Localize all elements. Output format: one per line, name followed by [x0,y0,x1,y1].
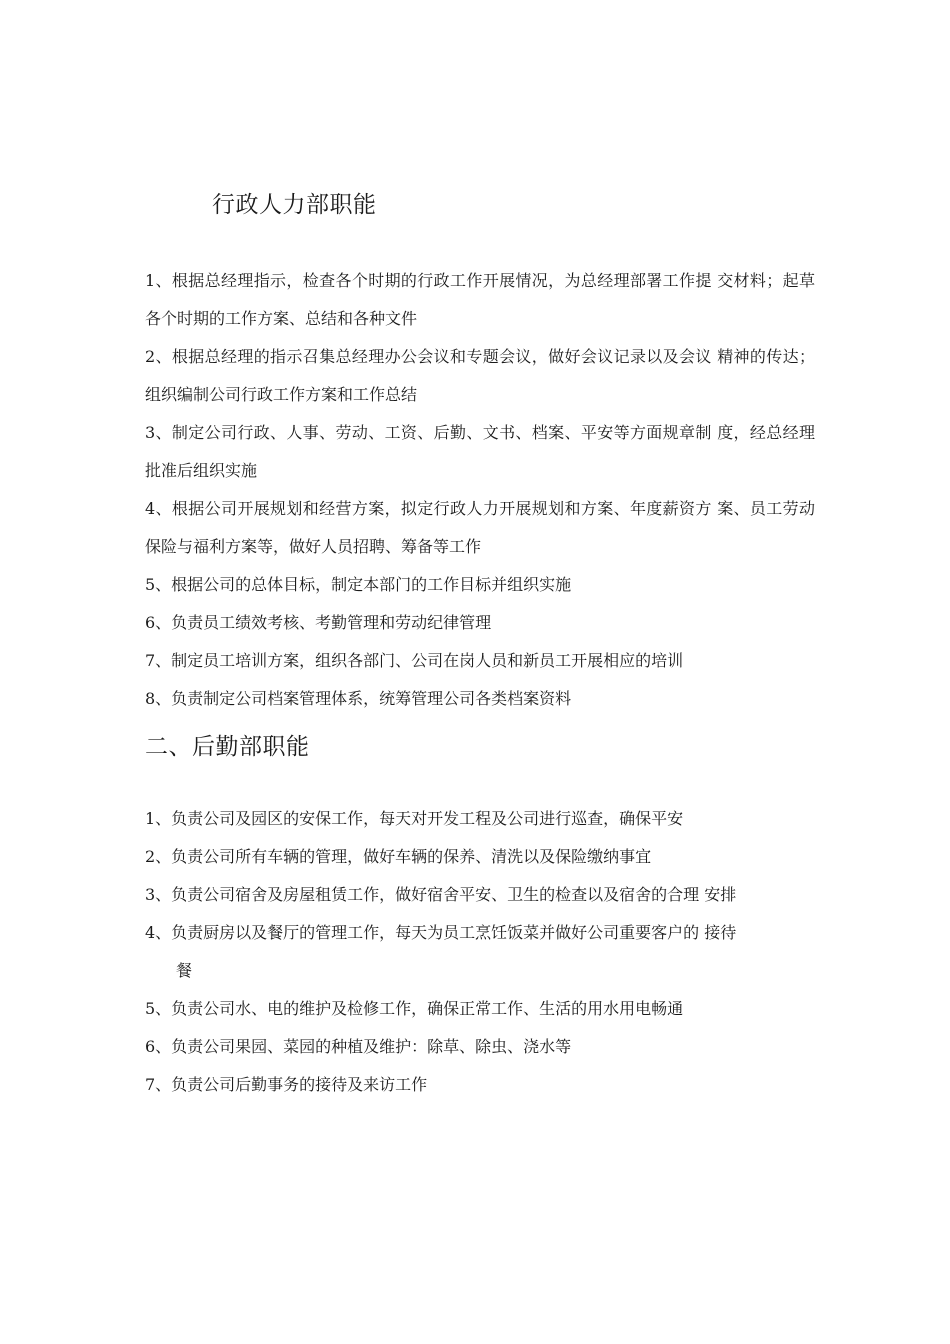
list-item: 2、负责公司所有车辆的管理，做好车辆的保养、清洗以及保险缴纳事宜 [145,847,652,866]
list-item: 4、根据公司开展规划和经营方案，拟定行政人力开展规划和方案、年度薪资方 案、员工劳动保险与福利方案等，做好人员招聘、筹备等工作 [145,499,815,556]
section2-list [145,800,815,1104]
list-item: 5、负责公司水、电的维护及检修工作，确保正常工作、生活的用水用电畅通 [145,999,684,1018]
section1-title: 行政人力部职能 [212,192,377,218]
list-item: 1、根据总经理指示，检查各个时期的行政工作开展情况，为总经理部署工作提 交材料；起草各个时期的工作方案、总结和各种文件 [145,271,815,328]
list-item: 6、负责公司果园、菜园的种植及维护：除草、除虫、浇水等 [145,1037,572,1056]
list-item-continuation: 餐 [176,961,193,980]
section2-title: 二、后勤部职能 [145,734,310,760]
list-item: 8、负责制定公司档案管理体系，统筹管理公司各类档案资料 [145,689,572,708]
list-item: 7、制定员工培训方案，组织各部门、公司在岗人员和新员工开展相应的培训 [145,651,684,670]
list-item: 3、制定公司行政、人事、劳动、工资、后勤、文书、档案、平安等方面规章制 度，经总经理批准后组织实施 [145,423,815,480]
list-item: 2、根据总经理的指示召集总经理办公会议和专题会议，做好会议记录以及会议 精神的传达；组织编制公司行政工作方案和工作总结 [145,347,815,404]
section1-list [145,262,815,718]
list-item: 1、负责公司及园区的安保工作，每天对开发工程及公司进行巡查，确保平安 [145,809,684,828]
list-item: 5、根据公司的总体目标，制定本部门的工作目标并组织实施 [145,575,572,594]
list-item: 4、负责厨房以及餐厅的管理工作，每天为员工烹饪饭菜并做好公司重要客户的 接待 [145,923,737,942]
list-item: 6、负责员工绩效考核、考勤管理和劳动纪律管理 [145,613,492,632]
list-item: 7、负责公司后勤事务的接待及来访工作 [145,1075,428,1094]
list-item: 3、负责公司宿舍及房屋租赁工作，做好宿舍平安、卫生的检查以及宿舍的合理 安排 [145,885,737,904]
